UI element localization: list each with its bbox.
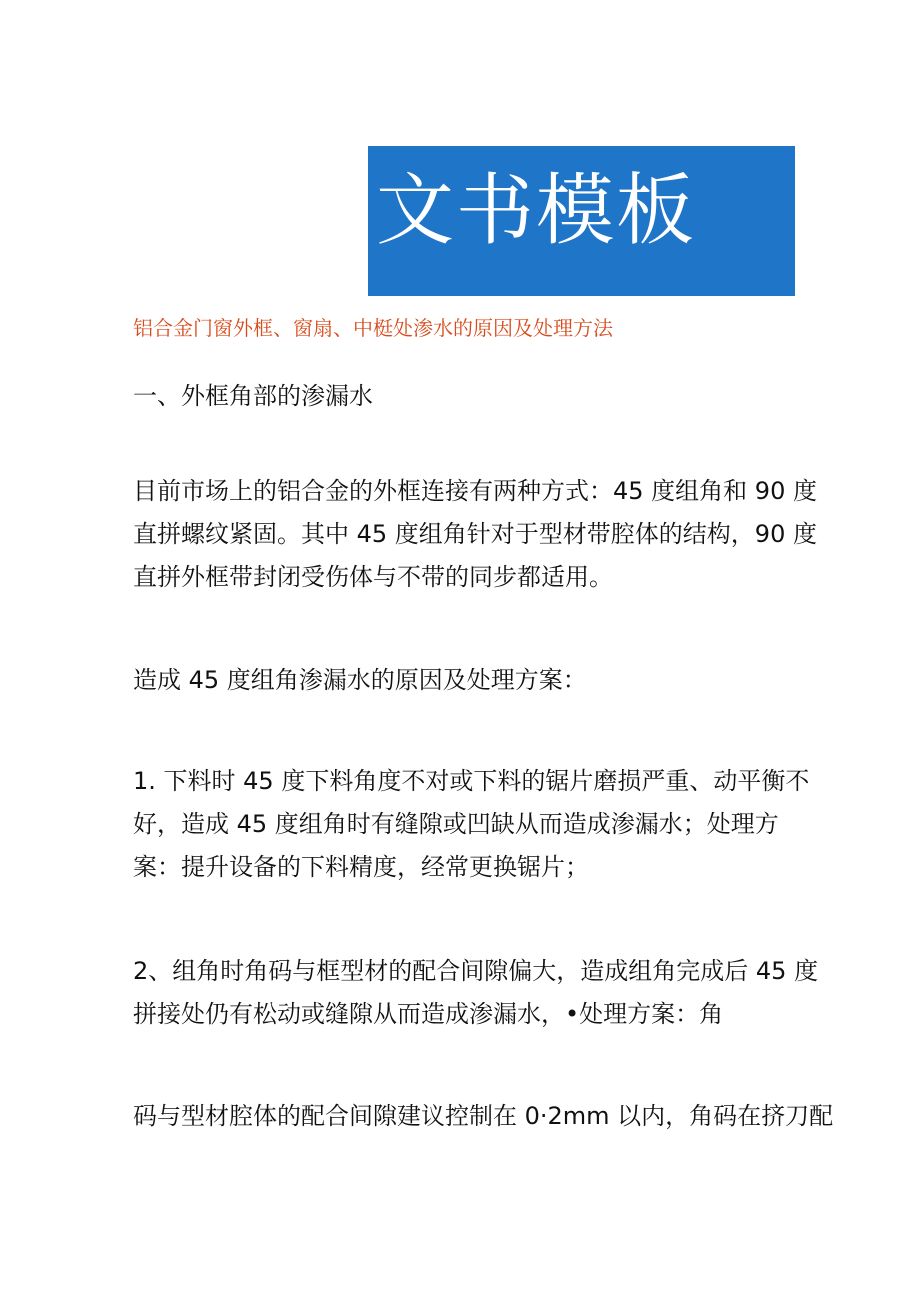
paragraph-causes-intro [133, 659, 813, 702]
banner-text: 文书模板 [376, 166, 697, 256]
paragraph-connection-methods [133, 470, 817, 599]
paragraph-line: 好，造成 45 度组角时有缝隙或凹缺从而造成渗漏水；处理方 [133, 810, 779, 838]
paragraph-cause-2 [133, 950, 819, 1036]
paragraph-line: 案：提升设备的下料精度，经常更换锯片； [133, 853, 589, 881]
paragraph-line: 目前市场上的铝合金的外框连接有两种方式：45 度组角和 90 度 [133, 477, 817, 505]
document-title: 铝合金门窗外框、窗扇、中梃处渗水的原因及处理方法 [133, 316, 613, 340]
paragraph-line: 1. 下料时 45 度下料角度不对或下料的锯片磨损严重、动平衡不 [133, 767, 810, 795]
paragraph-line: 直拼螺纹紧固。其中 45 度组角针对于型材带腔体的结构，90 度 [133, 520, 817, 548]
paragraph-line: 码与型材腔体的配合间隙建议控制在 0·2mm 以内，角码在挤刀配 [133, 1102, 834, 1130]
paragraph-line: 直拼外框带封闭受伤体与不带的同步都适用。 [133, 563, 613, 591]
paragraph-line: 造成 45 度组角渗漏水的原因及处理方案： [133, 666, 587, 694]
title-banner [368, 146, 795, 296]
section-heading: 一、外框角部的渗漏水 [133, 382, 373, 410]
paragraph-line: 2、组角时角码与框型材的配合间隙偏大，造成组角完成后 45 度 [133, 957, 819, 985]
paragraph-line: 拼接处仍有松动或缝隙从而造成渗漏水，•处理方案：角 [133, 1000, 724, 1028]
paragraph-cause-2-continued [133, 1095, 834, 1138]
paragraph-cause-1 [133, 760, 813, 889]
